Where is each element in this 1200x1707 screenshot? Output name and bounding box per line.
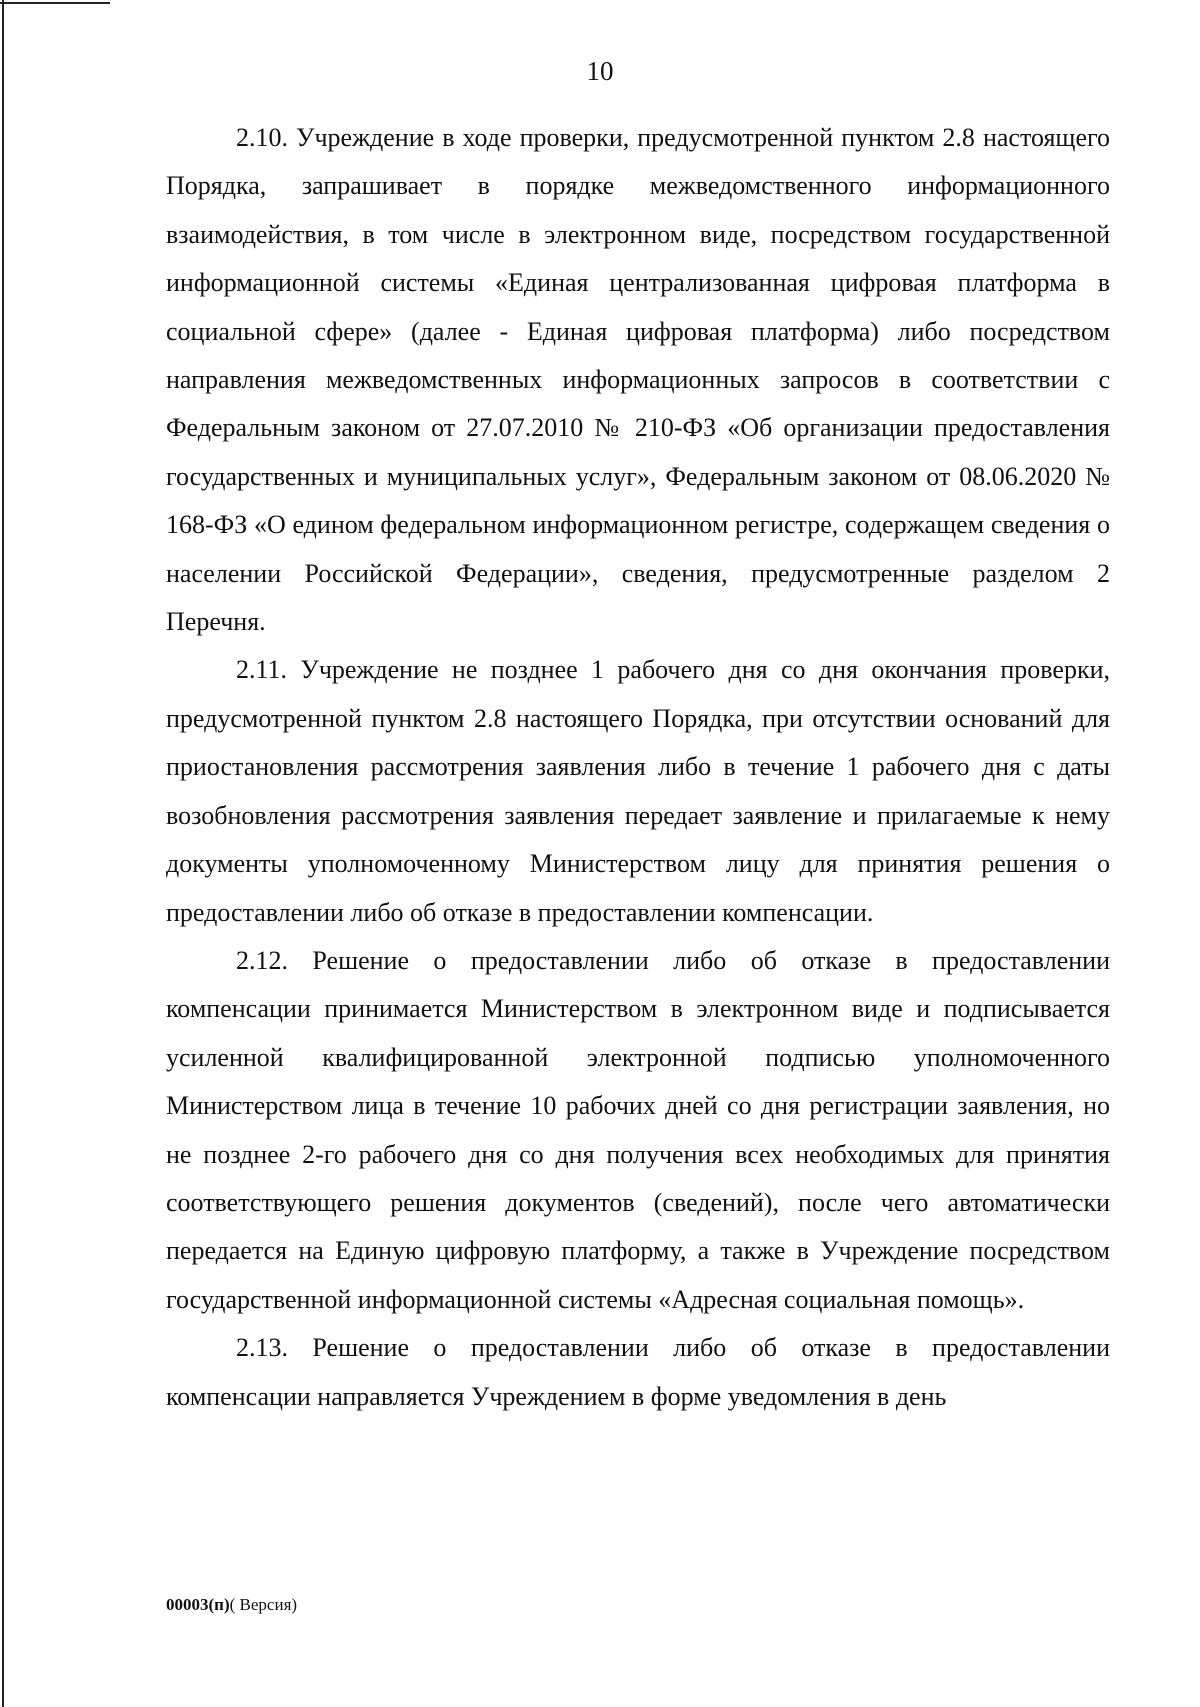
page-number: 10: [586, 56, 614, 86]
footer-document-code: [166, 1595, 297, 1615]
scan-edge-left: [2, 0, 4, 1707]
footer-version: ( Версия): [229, 1595, 298, 1614]
paragraph-2-12: 2.12. Решение о предоставлении либо об отказе в предоставлении компенсации принимается Министерством в электронном виде и подписывается усиленной квалифицированной электронной подписью уполномоченного Министерством лица в течение 10 рабочих дней со дня регистрации заявления, но не позднее 2-го рабочего дня со дня получения всех необходимых для принятия соответствующего решения документов (сведений), после чего автоматически передается на Единую цифровую платформу, а также в Учреждение посредством государственной информационной системы «Адресная социальная помощь».: [166, 945, 1110, 1314]
paragraph-2-13: 2.13. Решение о предоставлении либо об отказе в предоставлении компенсации направляется Учреждением в форме уведомления в день: [166, 1333, 1110, 1411]
document-body: [166, 114, 1110, 1421]
scan-edge-top: [0, 2, 110, 4]
paragraph-2-10: 2.10. Учреждение в ходе проверки, предусмотренной пунктом 2.8 настоящего Порядка, запрашивает в порядке межведомственного информационного взаимодействия, в том числе в электронном виде, посредством государственной информационной системы «Единая централизованная цифровая платформа в социальной сфере» (далее - Единая цифровая платформа) либо посредством направления межведомственных информационных запросов в соответствии с Федеральным законом от 27.07.2010 № 210-ФЗ «Об организации предоставления государственных и муниципальных услуг», Федеральным законом от 08.06.2020 № 168-ФЗ «О едином федеральном информационном регистре, содержащем сведения о населении Российской Федерации», сведения, предусмотренные разделом 2 Перечня.: [166, 123, 1110, 637]
paragraph-2-11: 2.11. Учреждение не позднее 1 рабочего дня со дня окончания проверки, предусмотренной пунктом 2.8 настоящего Порядка, при отсутствии оснований для приостановления рассмотрения заявления либо в течение 1 рабочего дня с даты возобновления рассмотрения заявления передает заявление и прилагаемые к нему документы уполномоченному Министерством лицу для принятия решения о предоставлении либо об отказе в предоставлении компенсации.: [166, 655, 1110, 927]
footer-code: 00003(п): [166, 1595, 230, 1614]
